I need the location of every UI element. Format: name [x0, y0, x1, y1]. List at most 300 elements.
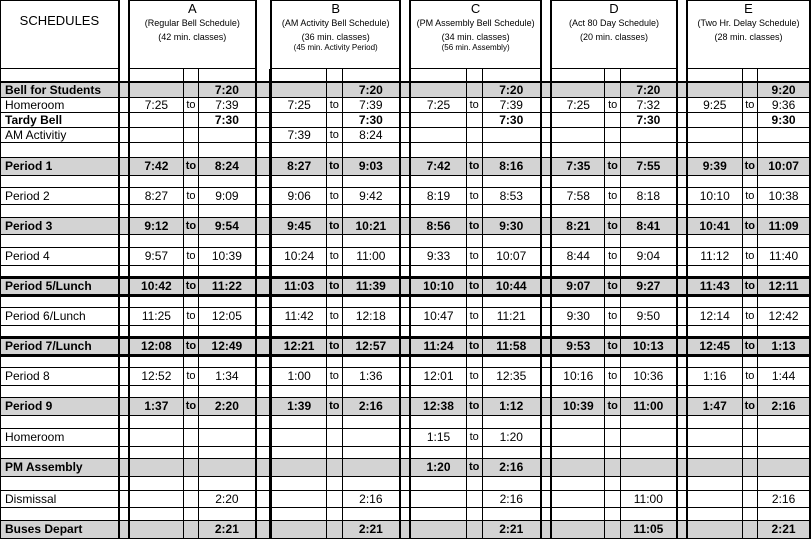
spacer	[119, 307, 129, 325]
schedule-row	[1, 428, 811, 446]
start-time	[129, 112, 183, 127]
spacer	[742, 476, 758, 490]
end-time	[342, 428, 400, 446]
spacer	[183, 295, 198, 307]
spacer	[326, 234, 342, 247]
spacer	[119, 355, 129, 367]
spacer	[400, 415, 410, 428]
to-separator	[742, 82, 758, 98]
spacer	[677, 397, 687, 415]
spacer	[541, 187, 551, 204]
spacer	[482, 325, 541, 337]
spacer	[677, 428, 687, 446]
row-label: Period 5/Lunch	[1, 277, 119, 295]
spacer	[400, 476, 410, 490]
start-time	[551, 458, 605, 476]
to-separator: to	[183, 397, 198, 415]
spacer	[326, 446, 342, 458]
end-time: 10:13	[620, 337, 676, 355]
spacer	[677, 142, 687, 157]
spacer	[271, 325, 326, 337]
schedule-header-d	[551, 1, 677, 69]
spacer	[119, 175, 129, 187]
spacer	[758, 175, 810, 187]
spacer	[342, 355, 400, 367]
start-time: 9:25	[687, 97, 742, 112]
spacer	[400, 97, 410, 112]
spacer	[620, 204, 676, 217]
spacer	[1, 265, 119, 277]
to-separator	[183, 458, 198, 476]
start-time	[410, 490, 466, 507]
to-separator: to	[742, 307, 758, 325]
spacer	[687, 476, 742, 490]
spacer	[400, 82, 410, 98]
spacer	[677, 157, 687, 175]
spacer	[677, 277, 687, 295]
end-time: 9:27	[620, 277, 676, 295]
spacer	[541, 1, 551, 69]
spacer	[620, 142, 676, 157]
spacer	[758, 385, 810, 397]
to-separator: to	[466, 367, 482, 385]
start-time	[551, 82, 605, 98]
spacer	[466, 204, 482, 217]
start-time	[410, 112, 466, 127]
start-time: 10:47	[410, 307, 466, 325]
row-label: Period 4	[1, 247, 119, 265]
to-separator: to	[605, 367, 620, 385]
schedule-title: (Two Hr. Delay Schedule)	[697, 18, 800, 28]
spacer	[1, 415, 119, 428]
end-time: 9:09	[199, 187, 256, 204]
spacer	[129, 175, 183, 187]
to-separator: to	[466, 247, 482, 265]
row-label: Homeroom	[1, 428, 119, 446]
spacer	[541, 69, 551, 82]
schedule-class-length: (36 min. classes)	[301, 32, 370, 42]
start-time: 9:53	[551, 337, 605, 355]
spacer	[620, 234, 676, 247]
end-time: 12:57	[342, 337, 400, 355]
spacer	[326, 385, 342, 397]
end-time: 10:39	[199, 247, 256, 265]
schedule-row	[1, 82, 811, 98]
spacer	[677, 385, 687, 397]
end-time: 9:50	[620, 307, 676, 325]
end-time: 7:20	[342, 82, 400, 98]
start-time	[271, 520, 326, 538]
spacer	[1, 476, 119, 490]
end-time: 9:36	[758, 97, 810, 112]
to-separator	[605, 127, 620, 142]
spacer	[677, 520, 687, 538]
to-separator: to	[742, 367, 758, 385]
spacer	[482, 446, 541, 458]
to-separator	[605, 82, 620, 98]
spacer	[466, 265, 482, 277]
spacer	[256, 476, 270, 490]
spacer	[119, 142, 129, 157]
spacer	[271, 69, 326, 82]
schedule-row	[1, 247, 811, 265]
spacer	[466, 415, 482, 428]
row-label: PM Assembly	[1, 458, 119, 476]
spacer	[183, 355, 198, 367]
to-separator: to	[742, 277, 758, 295]
spacer-row	[1, 265, 811, 277]
start-time: 11:25	[129, 307, 183, 325]
header-row	[1, 1, 811, 69]
spacer	[677, 507, 687, 520]
spacer	[541, 397, 551, 415]
start-time	[687, 428, 742, 446]
spacer	[541, 446, 551, 458]
spacer	[551, 295, 605, 307]
spacer	[466, 325, 482, 337]
to-separator	[742, 458, 758, 476]
spacer	[256, 157, 270, 175]
spacer	[256, 307, 270, 325]
spacer	[256, 175, 270, 187]
to-separator	[466, 520, 482, 538]
spacer	[687, 446, 742, 458]
spacer	[605, 175, 620, 187]
spacer	[410, 142, 466, 157]
spacer	[687, 507, 742, 520]
end-time: 1:36	[342, 367, 400, 385]
spacer	[541, 234, 551, 247]
spacer	[129, 476, 183, 490]
start-time	[129, 82, 183, 98]
spacer	[129, 204, 183, 217]
start-time	[271, 490, 326, 507]
to-separator	[183, 490, 198, 507]
spacer	[620, 446, 676, 458]
to-separator: to	[326, 97, 342, 112]
end-time: 9:42	[342, 187, 400, 204]
spacer	[256, 277, 270, 295]
start-time	[551, 127, 605, 142]
start-time: 7:25	[271, 97, 326, 112]
end-time: 9:30	[758, 112, 810, 127]
spacer	[119, 204, 129, 217]
spacer	[482, 415, 541, 428]
spacer	[256, 385, 270, 397]
start-time: 8:21	[551, 217, 605, 234]
to-separator	[742, 428, 758, 446]
spacer	[400, 217, 410, 234]
end-time: 9:03	[342, 157, 400, 175]
to-separator: to	[466, 458, 482, 476]
spacer	[326, 415, 342, 428]
end-time	[758, 127, 810, 142]
end-time: 9:54	[199, 217, 256, 234]
start-time	[271, 112, 326, 127]
spacer	[129, 507, 183, 520]
to-separator	[466, 490, 482, 507]
spacer	[541, 337, 551, 355]
spacer	[326, 204, 342, 217]
spacer	[342, 446, 400, 458]
start-time	[687, 520, 742, 538]
end-time: 10:44	[482, 277, 541, 295]
start-time: 1:15	[410, 428, 466, 446]
row-label: Tardy Bell	[1, 112, 119, 127]
spacer	[758, 355, 810, 367]
spacer	[400, 325, 410, 337]
spacer	[551, 355, 605, 367]
spacer	[742, 69, 758, 82]
to-separator: to	[742, 397, 758, 415]
spacer	[482, 204, 541, 217]
spacer	[466, 234, 482, 247]
spacer	[677, 69, 687, 82]
spacer	[400, 490, 410, 507]
end-time: 12:49	[199, 337, 256, 355]
to-separator: to	[183, 217, 198, 234]
end-time: 11:09	[758, 217, 810, 234]
start-time: 12:14	[687, 307, 742, 325]
spacer	[742, 265, 758, 277]
spacer	[326, 69, 342, 82]
to-separator: to	[326, 187, 342, 204]
spacer	[1, 325, 119, 337]
spacer	[256, 367, 270, 385]
schedule-header-c	[410, 1, 541, 69]
spacer	[620, 295, 676, 307]
start-time	[687, 127, 742, 142]
to-separator: to	[183, 187, 198, 204]
start-time	[129, 520, 183, 538]
spacer	[256, 265, 270, 277]
end-time	[620, 127, 676, 142]
end-time: 8:24	[342, 127, 400, 142]
to-separator	[742, 490, 758, 507]
start-time	[271, 458, 326, 476]
end-time: 7:30	[482, 112, 541, 127]
to-separator: to	[326, 247, 342, 265]
spacer	[620, 507, 676, 520]
end-time: 2:16	[342, 397, 400, 415]
spacer	[400, 367, 410, 385]
spacer	[199, 234, 256, 247]
spacer	[677, 415, 687, 428]
schedule-title: (PM Assembly Bell Schedule)	[416, 18, 535, 28]
to-separator	[183, 428, 198, 446]
schedule-class-length: (42 min. classes)	[158, 32, 227, 42]
spacer	[256, 247, 270, 265]
spacer	[605, 234, 620, 247]
spacer	[687, 265, 742, 277]
spacer	[551, 446, 605, 458]
spacer	[758, 476, 810, 490]
spacer	[342, 295, 400, 307]
start-time: 12:01	[410, 367, 466, 385]
to-separator: to	[605, 397, 620, 415]
to-separator: to	[466, 157, 482, 175]
start-time	[129, 127, 183, 142]
spacer	[677, 446, 687, 458]
spacer	[466, 446, 482, 458]
spacer	[129, 295, 183, 307]
end-time	[620, 458, 676, 476]
end-time: 11:00	[620, 397, 676, 415]
spacer	[605, 446, 620, 458]
spacer	[119, 82, 129, 98]
end-time: 7:39	[342, 97, 400, 112]
start-time: 12:45	[687, 337, 742, 355]
spacer	[466, 175, 482, 187]
to-separator: to	[605, 217, 620, 234]
spacer	[541, 415, 551, 428]
row-label: Period 9	[1, 397, 119, 415]
row-label: Dismissal	[1, 490, 119, 507]
spacer-row	[1, 415, 811, 428]
spacer	[1, 69, 119, 82]
spacer	[687, 234, 742, 247]
spacer	[271, 204, 326, 217]
spacer	[677, 127, 687, 142]
spacer	[758, 142, 810, 157]
spacer	[758, 446, 810, 458]
spacer	[271, 385, 326, 397]
spacer	[400, 157, 410, 175]
spacer	[1, 204, 119, 217]
end-time: 2:21	[199, 520, 256, 538]
row-label: Period 7/Lunch	[1, 337, 119, 355]
schedule-title: (Regular Bell Schedule)	[144, 18, 240, 28]
spacer	[342, 415, 400, 428]
spacer	[410, 507, 466, 520]
spacer	[256, 82, 270, 98]
spacer	[466, 295, 482, 307]
to-separator: to	[742, 217, 758, 234]
to-separator: to	[742, 247, 758, 265]
spacer	[551, 69, 605, 82]
spacer	[605, 295, 620, 307]
to-separator: to	[326, 157, 342, 175]
spacer	[256, 520, 270, 538]
spacer	[256, 127, 270, 142]
spacer	[199, 69, 256, 82]
start-time: 7:35	[551, 157, 605, 175]
end-time: 1:44	[758, 367, 810, 385]
spacer	[400, 307, 410, 325]
end-time	[199, 127, 256, 142]
end-time: 7:55	[620, 157, 676, 175]
spacer	[400, 234, 410, 247]
spacer	[342, 142, 400, 157]
spacer	[677, 325, 687, 337]
to-separator: to	[183, 97, 198, 112]
end-time: 11:58	[482, 337, 541, 355]
spacer	[119, 446, 129, 458]
spacer	[256, 507, 270, 520]
schedule-title: (AM Activity Bell Schedule)	[281, 18, 390, 28]
spacer-row	[1, 385, 811, 397]
end-time: 2:20	[199, 397, 256, 415]
start-time	[410, 520, 466, 538]
start-time	[129, 490, 183, 507]
spacer	[541, 277, 551, 295]
spacer	[541, 458, 551, 476]
spacer	[541, 247, 551, 265]
spacer	[271, 142, 326, 157]
spacer	[183, 325, 198, 337]
spacer	[551, 507, 605, 520]
spacer	[256, 446, 270, 458]
spacer	[199, 265, 256, 277]
spacer	[677, 355, 687, 367]
spacer	[119, 458, 129, 476]
start-time: 12:08	[129, 337, 183, 355]
schedule-letter: A	[187, 1, 197, 16]
to-separator	[183, 82, 198, 98]
spacer	[605, 385, 620, 397]
spacer-row	[1, 325, 811, 337]
spacer	[551, 415, 605, 428]
to-separator: to	[742, 157, 758, 175]
spacer	[605, 415, 620, 428]
spacer	[400, 1, 410, 69]
to-separator: to	[183, 247, 198, 265]
spacer	[119, 507, 129, 520]
spacer	[326, 265, 342, 277]
spacer	[605, 476, 620, 490]
spacer	[400, 458, 410, 476]
to-separator: to	[326, 367, 342, 385]
spacer	[742, 204, 758, 217]
end-time: 2:21	[758, 520, 810, 538]
spacer	[119, 97, 129, 112]
to-separator	[326, 112, 342, 127]
spacer	[482, 295, 541, 307]
start-time	[271, 82, 326, 98]
spacer	[183, 69, 198, 82]
spacer	[551, 476, 605, 490]
spacer	[410, 415, 466, 428]
spacer	[271, 507, 326, 520]
spacer	[199, 175, 256, 187]
spacer	[541, 265, 551, 277]
schedule-class-length: (20 min. classes)	[579, 32, 648, 42]
end-time: 12:35	[482, 367, 541, 385]
spacer	[256, 1, 270, 69]
spacer	[271, 234, 326, 247]
schedule-row	[1, 127, 811, 142]
spacer	[466, 69, 482, 82]
end-time: 12:18	[342, 307, 400, 325]
spacer-row	[1, 69, 811, 82]
to-separator: to	[326, 217, 342, 234]
spacer	[183, 234, 198, 247]
spacer	[605, 204, 620, 217]
start-time: 10:39	[551, 397, 605, 415]
spacer	[541, 490, 551, 507]
spacer	[256, 490, 270, 507]
spacer	[541, 367, 551, 385]
end-time: 7:30	[342, 112, 400, 127]
spacer	[677, 82, 687, 98]
spacer	[119, 277, 129, 295]
start-time	[551, 112, 605, 127]
spacer	[119, 476, 129, 490]
spacer	[551, 385, 605, 397]
spacer	[677, 112, 687, 127]
spacer	[256, 142, 270, 157]
end-time: 7:32	[620, 97, 676, 112]
